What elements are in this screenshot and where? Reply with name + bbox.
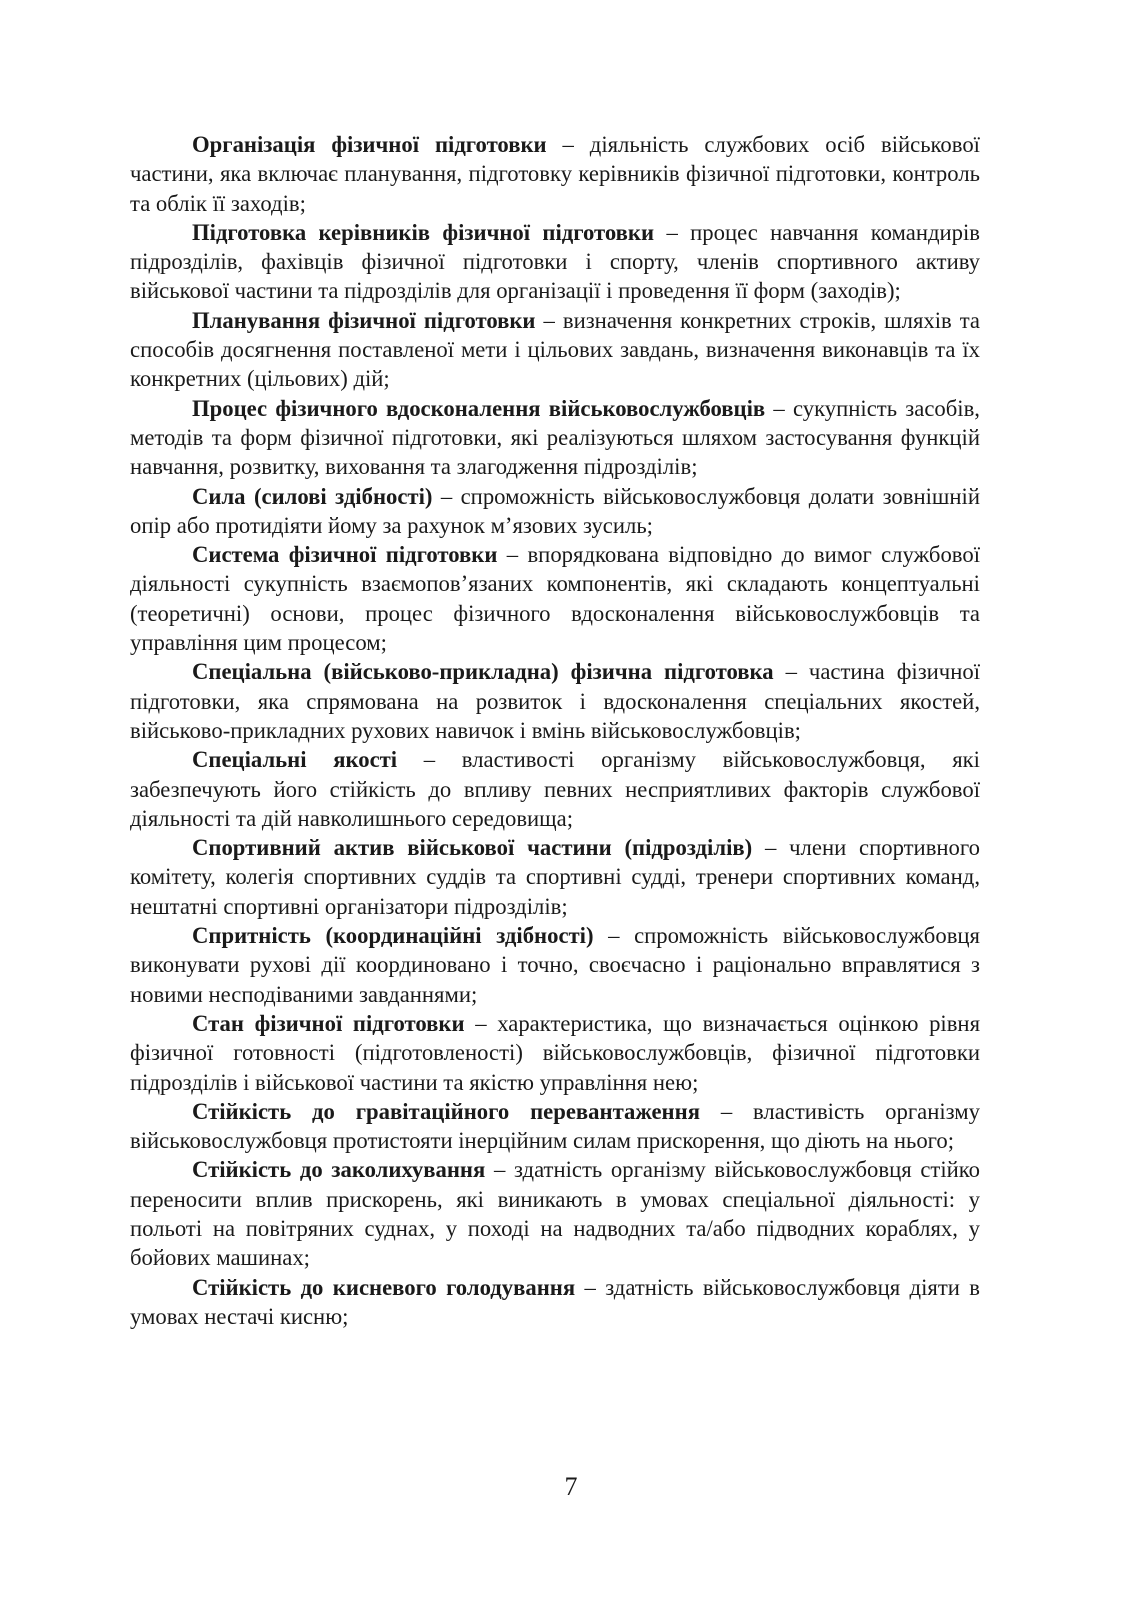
definition-text: – здатність організму військовослужбовця стійко переносити вплив прискорень, які виникають в умовах спеціальної діяльності: у польоті на повітряних суднах, у поході на надводних та/або підводних кораблях, у бойових машинах; xyxy=(130,1157,980,1271)
definition-term: Стан фізичної підготовки xyxy=(192,1010,465,1036)
definitions-list xyxy=(130,130,980,1331)
definition-paragraph xyxy=(130,130,980,218)
definition-paragraph xyxy=(130,833,980,921)
definition-term: Планування фізичної підготовки xyxy=(192,307,536,333)
definition-term: Стійкість до заколихування xyxy=(192,1157,486,1183)
definition-term: Процес фізичного вдосконалення військовослужбовців xyxy=(192,395,766,421)
definition-paragraph xyxy=(130,218,980,306)
definition-term: Стійкість до кисневого голодування xyxy=(192,1274,576,1300)
definition-text: – члени спортивного комітету, колегія спортивних суддів та спортивні судді, тренери спортивних команд, нештатні спортивні організатори підрозділів; xyxy=(130,835,980,919)
definition-text: – визначення конкретних строків, шляхів та способів досягнення поставленої мети і цільових завдань, визначення виконавців та їх конкретних (цільових) дій; xyxy=(130,307,981,392)
definition-text: – сукупність засобів, методів та форм фізичної підготовки, які реалізуються шляхом застосування функцій навчання, розвитку, виховання та злагодження підрозділів; xyxy=(130,395,980,480)
definition-term: Підготовка керівників фізичної підготовки xyxy=(192,219,655,245)
definition-text: – спроможність військовослужбовця виконувати рухові дії координовано і точно, своєчасно і раціонально вправлятися з новими несподіваними завданнями; xyxy=(130,923,980,1007)
definition-paragraph xyxy=(130,1273,980,1332)
definition-paragraph xyxy=(130,1009,980,1097)
definition-term: Спортивний актив військової частини (підрозділів) xyxy=(192,835,753,861)
definition-paragraph xyxy=(130,540,980,657)
definition-term: Організація фізичної підготовки xyxy=(192,132,547,157)
definition-paragraph xyxy=(130,657,980,745)
definition-paragraph xyxy=(130,306,980,394)
definition-paragraph xyxy=(130,745,980,833)
definition-paragraph xyxy=(130,1155,980,1272)
definition-text: – властивість організму військовослужбовця протистояти інерційним силам прискорення, що діють на нього; xyxy=(130,1098,980,1154)
definition-term: Стійкість до гравітаційного перевантаження xyxy=(192,1098,700,1124)
definition-text: – здатність військовослужбовця діяти в умовах нестачі кисню; xyxy=(130,1274,980,1329)
definition-text: – процес навчання командирів підрозділів, фахівців фізичної підготовки і спорту, членів спортивного активу військової частини та підрозділів для організації і проведення її форм (заходів); xyxy=(130,219,981,304)
definition-term: Спеціальна (військово-прикладна) фізична підготовка xyxy=(192,659,774,685)
definition-term: Спеціальні якості xyxy=(192,747,398,773)
definition-term: Система фізичної підготовки xyxy=(192,542,498,568)
page-number: 7 xyxy=(564,1472,578,1501)
definition-text: – діяльність службових осіб військової частини, яка включає планування, підготовку керівників фізичної підготовки, контроль та облік її заходів; xyxy=(130,132,980,216)
definition-paragraph xyxy=(130,482,980,541)
definition-text: – впорядкована відповідно до вимог службової діяльності сукупність взаємопов’язаних компонентів, які складають концептуальні (теоретичні) основи, процес фізичного вдосконалення військовослужбовців та управління цим процесом; xyxy=(130,542,980,656)
definition-paragraph xyxy=(130,394,980,482)
definition-paragraph xyxy=(130,921,980,1009)
definition-text: – характеристика, що визначається оцінкою рівня фізичної готовності (підготовленості) військовослужбовців, фізичної підготовки підрозділів і військової частини та якістю управління нею; xyxy=(130,1010,981,1095)
definition-text: – властивості організму військовослужбовця, які забезпечують його стійкість до впливу певних несприятливих факторів службової діяльності та дій навколишнього середовища; xyxy=(130,747,980,831)
definition-text: – частина фізичної підготовки, яка спрямована на розвиток і вдосконалення спеціальних якостей, військово-прикладних рухових навичок і вмінь військовослужбовців; xyxy=(130,659,980,743)
definition-term: Сила (силові здібності) xyxy=(192,483,433,509)
definition-paragraph xyxy=(130,1097,980,1156)
definition-term: Спритність (координаційні здібності) xyxy=(192,923,594,949)
definition-text: – спроможність військовослужбовця долати зовнішній опір або протидіяти йому за рахунок м’язових зусиль; xyxy=(130,483,980,538)
